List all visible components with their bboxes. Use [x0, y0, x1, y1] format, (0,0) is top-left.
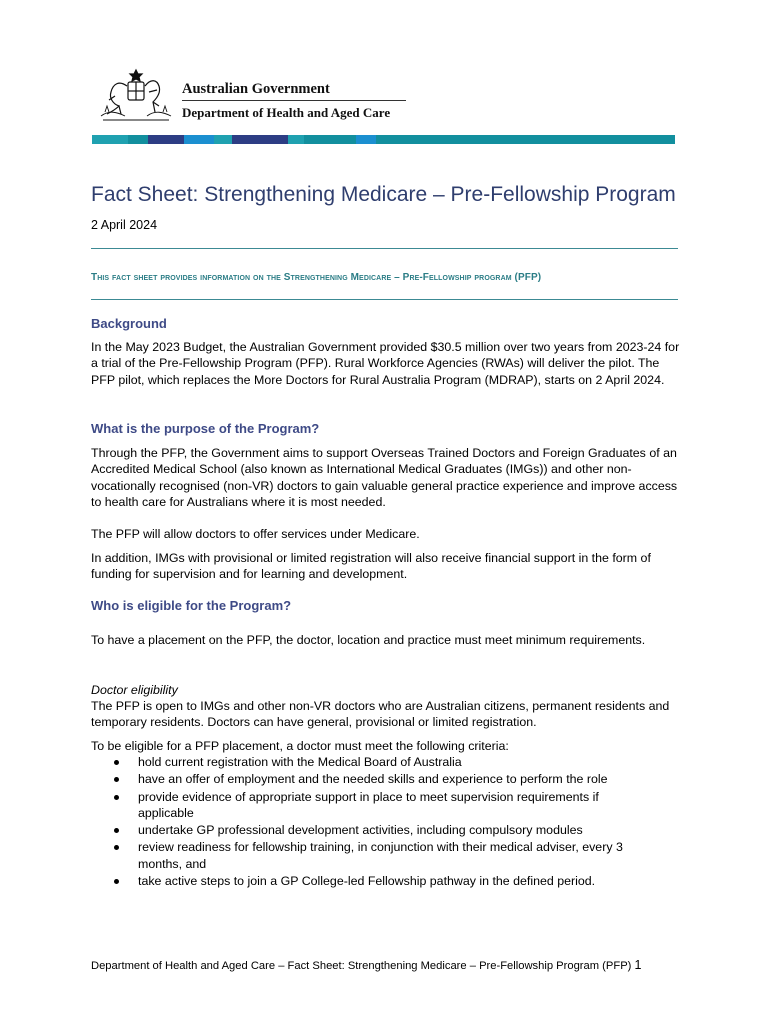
- background-heading: Background: [91, 316, 167, 331]
- band-segment: [214, 135, 232, 144]
- band-segment: [232, 135, 288, 144]
- page-footer: [91, 958, 641, 972]
- brand-color-band: [92, 135, 675, 144]
- bullet-icon: [114, 845, 119, 850]
- eligibility-paragraph-1: To have a placement on the PFP, the doctor, location and practice must meet minimum requirements.: [91, 633, 646, 647]
- commonwealth-coat-of-arms-icon: [97, 66, 175, 124]
- band-segment: [92, 135, 128, 144]
- band-segment: [304, 135, 356, 144]
- bullet-icon: [114, 828, 119, 833]
- page-number: 1: [634, 958, 642, 972]
- criteria-text: review readiness for fellowship training, in conjunction with their medical adviser, every 3 months, and: [138, 840, 623, 871]
- doctor-eligibility-subheading: Doctor eligibility: [91, 683, 178, 697]
- page-title: Fact Sheet: Strengthening Medicare – Pre-Fellowship Program: [91, 183, 676, 206]
- list-item: [91, 839, 681, 872]
- list-item: [91, 789, 681, 822]
- list-item: [91, 754, 681, 770]
- band-segment: [288, 135, 304, 144]
- background-paragraph: In the May 2023 Budget, the Australian Government provided $30.5 million over two years from 2023-24 for a trial of the Pre-Fellowship Program (PFP). Rural Workforce Agencies (RWAs) will deliver the pilot. The PFP pilot, which replaces the More Doctors for Rural Australia Program (MDRAP), starts on 2 April 2024.: [91, 340, 680, 387]
- bullet-icon: [114, 777, 119, 782]
- criteria-text: hold current registration with the Medical Board of Australia: [138, 755, 462, 769]
- intro-summary: This fact sheet provides information on the Strengthening Medicare – Pre-Fellowship program (PFP): [91, 272, 542, 283]
- criteria-text: have an offer of employment and the needed skills and experience to perform the role: [138, 772, 608, 787]
- publication-date: 2 April 2024: [91, 218, 158, 232]
- purpose-heading: What is the purpose of the Program?: [91, 421, 320, 436]
- criteria-text: undertake GP professional development activities, including compulsory modules: [138, 823, 583, 838]
- band-segment: [128, 135, 148, 144]
- criteria-text: provide evidence of appropriate support in place to meet supervision requirements if applicable: [138, 789, 599, 820]
- divider: [91, 299, 678, 300]
- eligibility-paragraph-2: The PFP is open to IMGs and other non-VR doctors who are Australian citizens, permanent residents and temporary residents. Doctors can have general, provisional or limited registration.: [91, 699, 670, 730]
- department-name: Department of Health and Aged Care: [182, 105, 391, 120]
- bullet-icon: [114, 879, 119, 884]
- org-divider: [182, 100, 406, 101]
- eligibility-heading: Who is eligible for the Program?: [91, 598, 292, 613]
- divider: [91, 248, 678, 249]
- eligibility-paragraph-3: To be eligible for a PFP placement, a doctor must meet the following criteria:: [91, 739, 509, 753]
- bullet-icon: [114, 795, 119, 800]
- band-segment: [356, 135, 376, 144]
- purpose-paragraph-2: The PFP will allow doctors to offer services under Medicare.: [91, 527, 420, 541]
- band-segment: [376, 135, 675, 144]
- list-item: [91, 822, 681, 838]
- purpose-paragraph-1: Through the PFP, the Government aims to support Overseas Trained Doctors and Foreign Graduates of an Accredited Medical School (also known as International Medical Graduates (IMGs)) and other non-vocationally recognised (non-VR) doctors to gain valuable general practice experience and improve access to health care for Australians where it is most needed.: [91, 446, 678, 509]
- org-name: Australian Government: [182, 81, 330, 97]
- criteria-text: take active steps to join a GP College-led Fellowship pathway in the defined period.: [138, 874, 596, 889]
- list-item: [91, 771, 681, 787]
- footer-text: Department of Health and Aged Care – Fact Sheet: Strengthening Medicare – Pre-Fellowship Program (PFP): [91, 960, 632, 972]
- band-segment: [184, 135, 214, 144]
- list-item: [91, 873, 681, 889]
- bullet-icon: [114, 760, 119, 765]
- band-segment: [148, 135, 184, 144]
- criteria-list: [91, 754, 681, 890]
- purpose-paragraph-3: In addition, IMGs with provisional or limited registration will also receive financial support in the form of funding for supervision and for learning and development.: [91, 551, 651, 582]
